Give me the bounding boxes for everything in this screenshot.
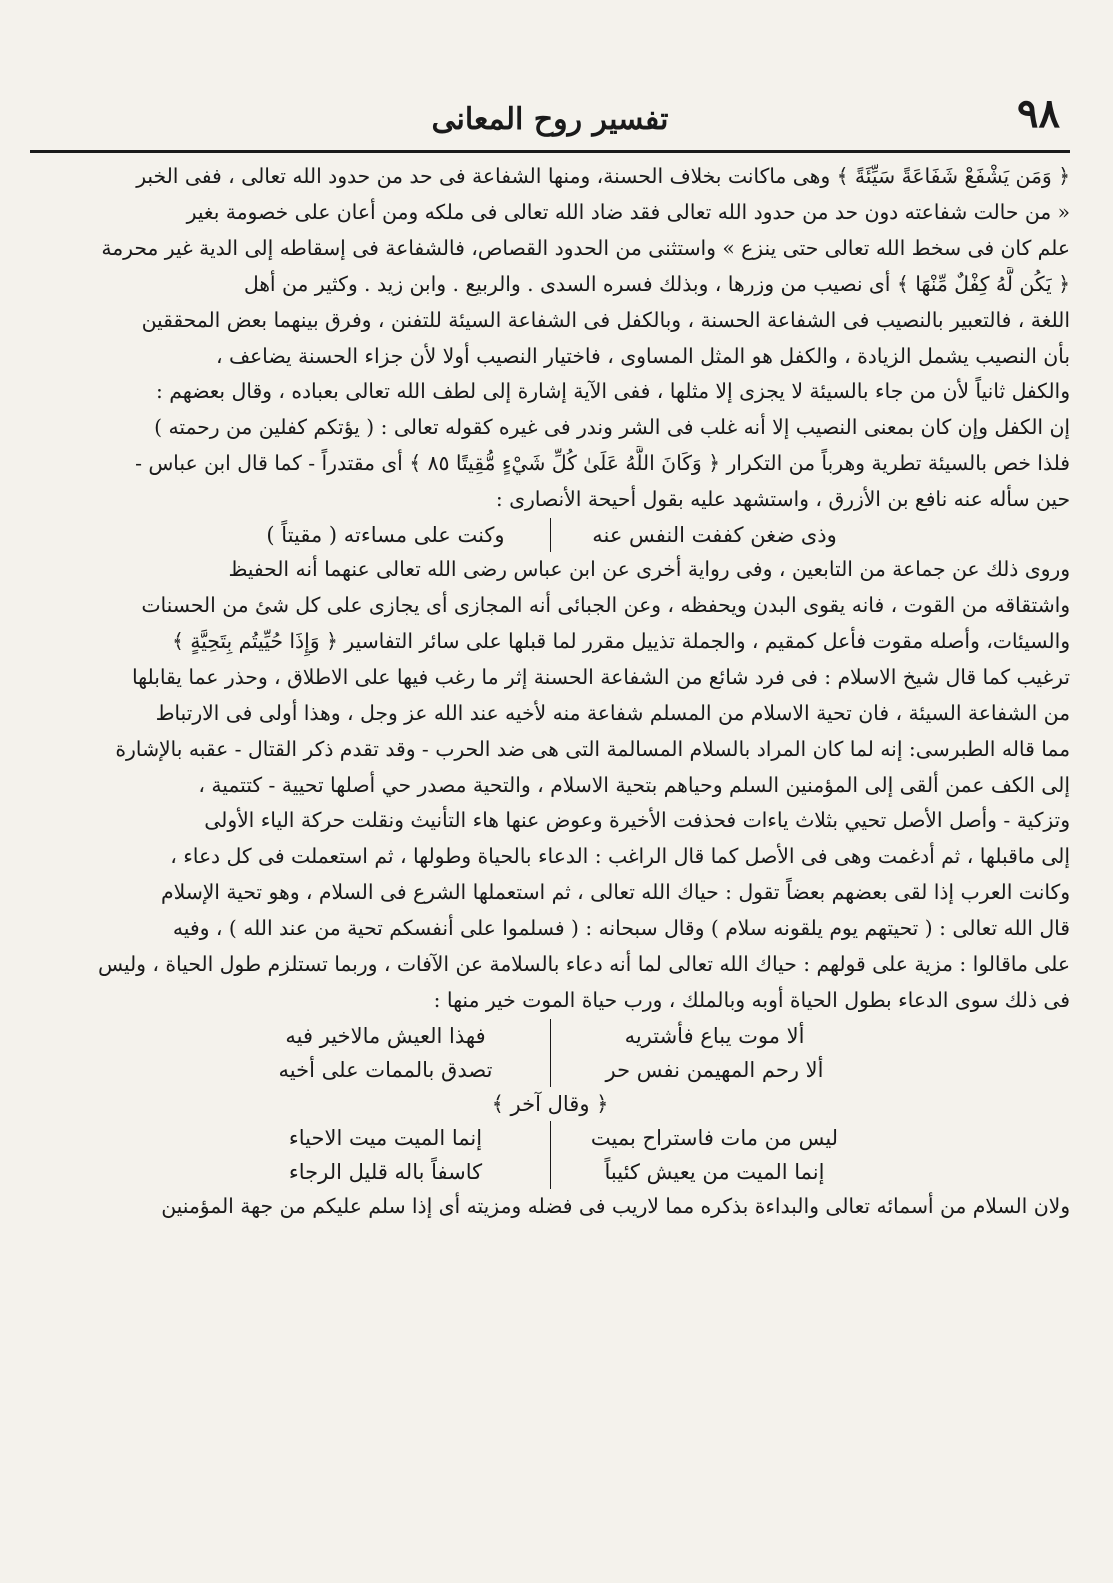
text-line: ولان السلام من أسمائه تعالى والبداءة بذكره مما لاريب فى فضله ومزيته أى إذا سلم عليكم من جهة المؤمنين — [161, 1193, 1070, 1218]
verse-first-hemistich: إنما الميت من يعيش كئيباً — [604, 1159, 825, 1184]
verse-divider — [550, 518, 551, 552]
text-line: اللغة ، فالتعبير بالنصيب فى الشفاعة الحسنة ، وبالكفل فى الشفاعة السيئة للتفنن ، وفرق بينهما بعض المحققين — [141, 307, 1070, 332]
verse-block-1 — [30, 518, 1070, 552]
verse-line — [30, 1155, 1070, 1189]
paragraph-3 — [30, 1189, 1070, 1225]
verse-first-hemistich: ألا رحم المهيمن نفس حر — [605, 1057, 824, 1082]
text-line: ﴿ وَمَن يَشْفَعْ شَفَاعَةً سَيِّئَةً ﴾ وهى ماكانت بخلاف الحسنة، ومنها الشفاعة فى حد من حدود الله تعالى ، ففى الخبر — [136, 164, 1070, 188]
text-line: قال الله تعالى : ( تحيتهم يوم يلقونه سلام ) وقال سبحانه : ( فسلموا على أنفسكم تحية من عند الله ) ، وفيه — [172, 916, 1070, 941]
verse-first-hemistich: ألا موت يباع فأشتريه — [624, 1023, 805, 1048]
text-line: إن الكفل وإن كان بمعنى النصيب إلا أنه غلب فى الشر وندر فى غيره كقوله تعالى : ( يؤتكم كفلين من رحمته ) — [154, 415, 1070, 440]
text-line: إلى ماقبلها ، ثم أدغمت وهى فى الأصل كما قال الراغب : الدعاء بالحياة وطولها ، ثم استعملت فى كل دعاء ، — [170, 844, 1070, 869]
verse-first-hemistich: وذى ضغن كففت النفس عنه — [592, 523, 837, 548]
text-line: بأن النصيب يشمل الزيادة ، والكفل هو المثل المساوى ، فاختيار النصيب أولا لأن جزاء الحسنة يضاعف ، — [216, 343, 1070, 368]
text-line: ترغيب كما قال شيخ الاسلام : فى فرد شائع من الشفاعة الحسنة إثر ما رغب فيها على الاطلاق ، وحذر عما يقابلها — [131, 664, 1070, 689]
header-rule — [30, 150, 1070, 153]
text-line: إلى الكف عمن ألقى إلى المؤمنين السلم وحياهم بتحية الاسلام ، والتحية مصدر حي أصلها تحيية - كتتمية ، — [198, 772, 1070, 797]
text-line: والسيئات، وأصله مقوت فأعل كمقيم ، والجملة تذييل مقرر لما قبلها على سائر التفاسير ﴿ وَإِذَا حُيِّيتُم بِتَحِيَّةٍ ﴾ — [171, 628, 1070, 653]
running-title: تفسير روح المعانى — [431, 102, 669, 137]
text-line: وتزكية - وأصل الأصل تحيي بثلاث ياءات فحذفت الأخيرة وعوض عنها هاء التأنيث ونقلت حركة الياء الأولى — [204, 808, 1070, 833]
verse-second-hemistich: كاسفاً باله قليل الرجاء — [288, 1159, 483, 1184]
text-line: على ماقالوا : مزية على قولهم : حياك الله تعالى لما أنه دعاء بالسلامة عن الآفات ، وربما تستلزم طول الحياة ، وليس — [98, 952, 1070, 977]
verse-divider — [550, 1155, 551, 1189]
verse-second-hemistich: وكنت على مساءته ( مقيتاً ) — [266, 523, 505, 548]
paragraph-1 — [30, 159, 1070, 518]
paragraph-2 — [30, 552, 1070, 1019]
verse-block-2 — [30, 1019, 1070, 1087]
verse-line — [30, 518, 1070, 552]
verse-second-hemistich: إنما الميت ميت الاحياء — [288, 1125, 483, 1150]
verse-first-hemistich: ليس من مات فاستراح بميت — [590, 1125, 839, 1150]
page-header — [30, 90, 1070, 150]
text-line: علم كان فى سخط الله تعالى حتى ينزع » واستثنى من الحدود القصاص، فالشفاعة فى إسقاطه إلى الدية غير محرمة — [101, 235, 1070, 260]
verse-line — [30, 1121, 1070, 1155]
text-line: وروى ذلك عن جماعة من التابعين ، وفى رواية أخرى عن ابن عباس رضى الله تعالى عنهما أنه الحفيظ — [228, 557, 1070, 582]
text-line: فلذا خص بالسيئة تطرية وهرباً من التكرار ﴿ وَكَانَ اللَّهُ عَلَىٰ كُلِّ شَيْءٍ مُّقِيتًا ٨٥ ﴾ أى مقتدراً - كما قال ابن عباس - — [135, 451, 1070, 476]
text-line: مما قاله الطبرسى: إنه لما كان المراد بالسلام المسالمة التى هى ضد الحرب - وقد تقدم ذكر القتال - عقبه بالإشارة — [115, 736, 1070, 761]
text-line: حين سأله عنه نافع بن الأزرق ، واستشهد عليه بقول أحيحة الأنصارى : — [495, 487, 1070, 512]
text-line: وكانت العرب إذا لقى بعضهم بعضاً تقول : حياك الله تعالى ، ثم استعملها الشرع فى السلام ، وهو تحية الإسلام — [161, 880, 1070, 905]
text-line: فى ذلك سوى الدعاء بطول الحياة أوبه وبالملك ، ورب حياة الموت خير منها : — [433, 987, 1070, 1012]
verse-block-3 — [30, 1121, 1070, 1189]
verse-second-hemistich: تصدق بالممات على أخيه — [278, 1057, 493, 1082]
verse-divider — [550, 1053, 551, 1087]
text-line: ﴿ يَكُن لَّهُ كِفْلٌ مِّنْهَا ﴾ أى نصيب من وزرها ، وبذلك فسره السدى . والربيع . وابن زيد . وكثير من أهل — [243, 271, 1070, 296]
text-line: والكفل ثانياً لأن من جاء بالسيئة لا يجزى إلا مثلها ، ففى الآية إشارة إلى لطف الله تعالى بعباده ، وقال بعضهم : — [155, 379, 1070, 404]
sub-heading: ﴿ وقال آخر ﴾ — [491, 1091, 609, 1116]
verse-divider — [550, 1019, 551, 1053]
verse-second-hemistich: فهذا العيش مالاخير فيه — [285, 1023, 486, 1048]
page-number: ٩٨ — [1017, 90, 1060, 137]
verse-line — [30, 1053, 1070, 1087]
page — [30, 90, 1070, 1225]
text-line: « من حالت شفاعته دون حد من حدود الله تعالى فقد ضاد الله تعالى فى ملكه ومن أعان على خصومة بغير — [186, 199, 1070, 224]
verse-line — [30, 1019, 1070, 1053]
verse-divider — [550, 1121, 551, 1155]
text-line: واشتقاقه من القوت ، فانه يقوى البدن ويحفظه ، وعن الجبائى أنه المجازى أى يجازى على كل شئ من الحسنات — [141, 592, 1070, 617]
text-line: من الشفاعة السيئة ، فان تحية الاسلام من المسلم شفاعة منه لأخيه عند الله عز وجل ، وهذا أولى فى الارتباط — [155, 700, 1070, 725]
